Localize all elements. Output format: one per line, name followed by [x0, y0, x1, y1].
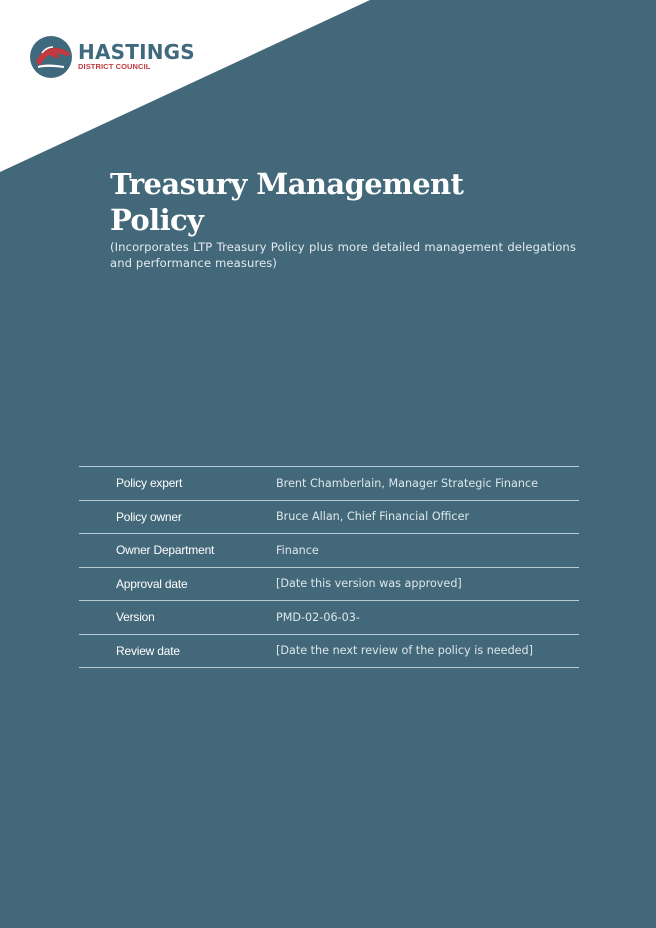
policy-details-row — [79, 601, 579, 635]
logo-subname: DISTRICT COUNCIL — [78, 62, 151, 71]
policy-details-label: Version — [116, 610, 155, 625]
logo-name: HASTINGS — [78, 40, 195, 64]
policy-details-row — [79, 467, 579, 501]
policy-details-label: Review date — [116, 643, 180, 658]
document-title — [110, 166, 530, 238]
policy-details-label: Approval date — [116, 576, 188, 591]
document-subtitle: (Incorporates LTP Treasury Policy plus more detailed management delegations and performance measures) — [110, 240, 576, 270]
title-line-1: Treasury Management — [110, 167, 464, 201]
policy-details-row — [79, 534, 579, 568]
policy-details-label: Policy expert — [116, 476, 183, 491]
policy-details-value: Bruce Allan, Chief Financial Officer — [276, 510, 470, 524]
policy-details-value: PMD-02-06-03- — [276, 610, 360, 624]
policy-details-value: Finance — [276, 543, 319, 557]
title-line-2: Policy — [110, 203, 204, 237]
policy-details-value: [Date the next review of the policy is needed] — [276, 644, 534, 658]
policy-details-row — [79, 567, 579, 601]
policy-details-label: Policy owner — [116, 509, 182, 524]
policy-details-label: Owner Department — [116, 543, 215, 558]
policy-details-value: [Date this version was approved] — [276, 577, 462, 591]
policy-details-row — [79, 634, 579, 668]
policy-details-row — [79, 500, 579, 534]
policy-details-value: Brent Chamberlain, Manager Strategic Finance — [276, 476, 538, 490]
hastings-emblem-icon — [30, 36, 74, 80]
council-logo — [30, 36, 195, 80]
policy-details-table — [79, 466, 579, 668]
